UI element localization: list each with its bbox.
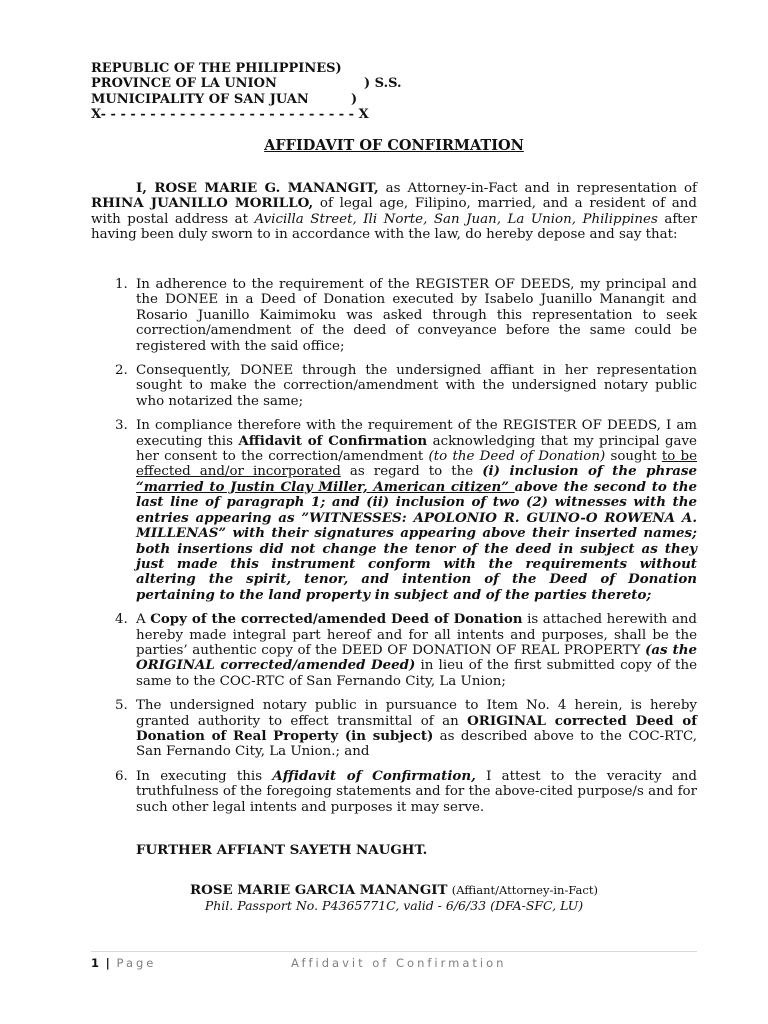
caption-municipality bbox=[91, 92, 369, 107]
item-text-bold-italic: above the second to the last line of paragraph 1; and (ii) inclusion of two (2) witnesses with the entries appearing as ”WITNESSES: APOLONIO R. GUINO-O ROWENA A. MILLENAS” with their signatures appearing above their inserted names; both insertions did not change the tenor of the deed in subject as they just made this instrument conform with the requirements without altering the spirit, tenor, and intention of the Deed of Donation pertaining to the land property in subject and of the parties thereto; bbox=[136, 478, 697, 603]
page-number: 1 bbox=[91, 956, 100, 970]
intro-text-3: after having been duly sworn to in accordance with the law, do hereby depose and say that: bbox=[91, 211, 697, 243]
item-text-bold-italic: (i) inclusion of the phrase bbox=[482, 463, 697, 480]
statement-item-3 bbox=[91, 418, 697, 603]
item-text-underlined: to be effected and/or incorporated bbox=[136, 449, 698, 480]
statement-item-6 bbox=[91, 769, 697, 815]
item-number: 6. bbox=[115, 768, 128, 784]
item-number: 5. bbox=[115, 698, 128, 714]
passport-details: Phil. Passport No. P4365771C, valid - 6/6/33 (DFA-SFC, LU) bbox=[204, 898, 584, 914]
signature-block bbox=[0, 883, 768, 914]
affiant-name: I, ROSE MARIE G. MANANGIT, bbox=[136, 180, 379, 196]
document-title: AFFIDAVIT OF CONFIRMATION bbox=[264, 137, 524, 154]
caption-province-label: PROVINCE OF LA UNION bbox=[91, 76, 277, 92]
statement-item-4 bbox=[91, 612, 697, 689]
signature-line bbox=[0, 883, 768, 898]
caption-paren: ) bbox=[351, 91, 358, 107]
footer-separator: | bbox=[105, 956, 110, 970]
item-text: in lieu of the first submitted copy of the same to the COC-RTC of San Fernando City, La Union; bbox=[136, 658, 697, 689]
caption-x-line: X- - - - - - - - - - - - - - - - - - - - - - - - - - X bbox=[91, 107, 369, 123]
item-text: as regard to the bbox=[340, 464, 483, 480]
item-text-bold: Copy of the corrected/amended Deed of Donation bbox=[150, 611, 523, 628]
item-text: sought bbox=[605, 449, 662, 465]
item-number: 1. bbox=[115, 277, 128, 292]
item-text: In compliance therefore with the requirement of the REGISTER OF DEEDS, I am executing this bbox=[136, 418, 697, 449]
intro-text-2: of legal age, Filipino, married, and a resident of and with postal address at bbox=[91, 196, 697, 227]
item-number: 2. bbox=[115, 363, 128, 379]
statement-item-5 bbox=[91, 698, 697, 760]
intro-text-1: as Attorney-in-Fact and in representation of bbox=[378, 181, 697, 196]
item-number: 3. bbox=[115, 418, 128, 434]
item-text: is attached herewith and hereby made integral part hereof and for all intents and purposes, shall be the parties’ authentic copy of the DEED OF DONATION OF REAL PROPERTY bbox=[136, 612, 697, 658]
statement-item-1 bbox=[91, 277, 697, 354]
affidavit-name-bold: Affidavit of Confirmation bbox=[238, 432, 428, 449]
signatory-name: ROSE MARIE GARCIA MANANGIT bbox=[190, 882, 448, 898]
item-text: Consequently, DONEE through the undersigned affiant in her representation sought to make the correction/amendment with the undersigned notary public who notarized the same; bbox=[136, 363, 697, 409]
caption-province bbox=[91, 76, 402, 92]
item-text-bold-italic: (as the ORIGINAL corrected/amended Deed) bbox=[136, 641, 697, 674]
item-text-italic: (to the Deed of Donation) bbox=[428, 449, 606, 465]
caption-municipality-label: MUNICIPALITY OF SAN JUAN bbox=[91, 91, 309, 107]
statement-item-2 bbox=[91, 363, 697, 409]
item-text: In executing this bbox=[136, 768, 273, 784]
item-text: acknowledging that my principal gave her consent to the correction/amendment bbox=[136, 433, 697, 465]
principal-name: RHINA JUANILLO MORILLO, bbox=[91, 195, 314, 212]
item-text-bold: ORIGINAL corrected Deed of Donation of Real Property (in subject) bbox=[136, 712, 697, 744]
item-text: I attest to the veracity and truthfulness of the foregoing statements and for the above-cited purpose/s and for such other legal intents and purposes it may serve. bbox=[136, 768, 697, 815]
page-label: Page bbox=[116, 956, 157, 970]
closing-statement: FURTHER AFFIANT SAYETH NAUGHT. bbox=[136, 842, 428, 858]
caption-ss: ) S.S. bbox=[364, 76, 402, 92]
item-text: as described above to the COC-RTC, San Fernando City, La Union.; and bbox=[136, 728, 697, 760]
page-footer bbox=[91, 956, 507, 971]
footer-divider bbox=[91, 951, 697, 952]
statement-list bbox=[91, 277, 697, 824]
postal-address: Avicilla Street, Ili Norte, San Juan, La Union, Philippines bbox=[254, 211, 658, 227]
item-text: A bbox=[136, 612, 151, 628]
item-text: In adherence to the requirement of the REGISTER OF DEEDS, my principal and the DONEE in a Deed of Donation executed by Isabelo Juanillo Manangit and Rosario Juanillo Kaimimoku was asked through this representation to seek correction/amendment of the deed of conveyance before the same could be registered with the said office; bbox=[136, 277, 697, 354]
signatory-role: (Affiant/Attorney-in-Fact) bbox=[451, 883, 598, 897]
venue-caption bbox=[91, 61, 402, 123]
caption-republic: REPUBLIC OF THE PHILIPPINES) bbox=[91, 61, 342, 76]
footer-document-title: Affidavit of Confirmation bbox=[291, 956, 507, 970]
item-number: 4. bbox=[115, 612, 128, 628]
item-text: The undersigned notary public in pursuance to Item No. 4 herein, is hereby granted authority to effect transmittal of an bbox=[136, 698, 697, 729]
intro-paragraph bbox=[91, 181, 697, 243]
item-text-bold-italic: Affidavit of Confirmation, bbox=[272, 767, 476, 784]
inserted-phrase: “married to Justin Clay Miller, American citizen” bbox=[136, 478, 515, 495]
